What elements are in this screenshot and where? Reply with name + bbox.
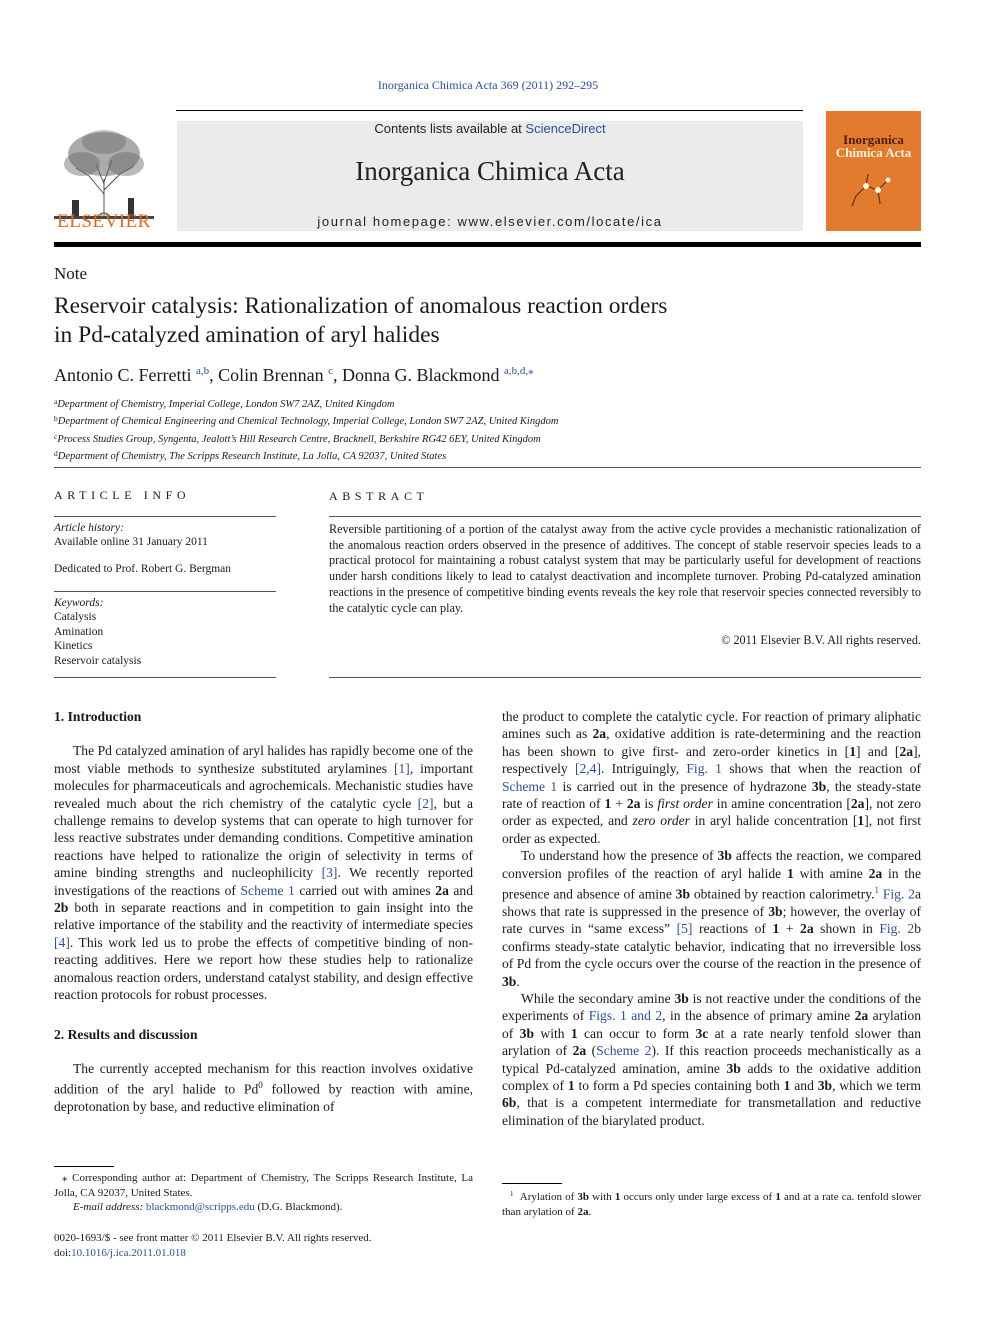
citation-link[interactable]: [1] — [393, 760, 410, 776]
body-column-right — [502, 708, 921, 1129]
doi-prefix: doi: — [54, 1246, 72, 1259]
body-paragraph: The currently accepted mechanism for this reaction involves oxidative addition of the aryl halide to Pd$^0$ followed by reaction with amine, deprotonation by base, and reductive elimination of — [54, 1060, 474, 1115]
corresponding-author-note — [54, 1171, 473, 1215]
citation-link[interactable]: [5] — [676, 921, 693, 937]
title-line-1: Reservoir catalysis: Rationalization of anomalous reaction orders — [54, 293, 668, 319]
author-affil-marker[interactable]: c — [328, 365, 334, 377]
abstract-rule — [329, 516, 921, 517]
author-list — [54, 364, 534, 386]
info-rule — [54, 516, 276, 517]
info-rule — [54, 591, 276, 592]
affiliation-key: b — [54, 414, 58, 424]
cover-title-line2: Chimica Acta — [835, 145, 912, 160]
affiliation-key: c — [54, 431, 58, 441]
email-line — [54, 1200, 473, 1215]
footnote-rule — [54, 1166, 114, 1167]
author-name: Donna G. Blackmond — [342, 365, 500, 385]
affiliation-text: Department of Chemistry, Imperial College, London SW7 2AZ, United Kingdom — [57, 399, 395, 410]
citation-link[interactable]: [2] — [417, 795, 434, 811]
masthead-bottom-rule — [54, 242, 921, 247]
contents-prefix: Contents lists available at — [374, 121, 526, 136]
doi-link[interactable]: 10.1016/j.ica.2011.01.018 — [71, 1246, 186, 1259]
title-line-2: in Pd-catalyzed amination of aryl halides — [54, 322, 440, 348]
affiliation-item — [54, 395, 558, 412]
article-title — [54, 292, 914, 350]
copyright-line: © 2011 Elsevier B.V. All rights reserved. — [721, 633, 921, 647]
author-name: Colin Brennan — [218, 365, 324, 385]
section-heading: 1. Introduction — [54, 709, 142, 724]
journal-homepage[interactable]: journal homepage: www.elsevier.com/locate/ica — [317, 214, 663, 229]
abstract-text: Reversible partitioning of a portion of the catalyst away from the active cycle provides a mechanistic rationalization of the anomalous reaction orders observed in the presence of additives. The concept of stable reservoir species leads to a practical protocol for maintaining a robust catalyst system that may be particularly useful for development of reactions under harsh conditions likely to lead to catalyst deactivation and incomplete turnover. Probing Pd-catalyzed amination reactions in the presence of competitive binding events reveals the key role that reservoir species connected reversibly to the catalytic cycle can play. — [329, 522, 921, 615]
body-paragraph: The Pd catalyzed amination of aryl halides has rapidly become one of the most viable methods to synthesize substituted arylamines [1], important molecules for pharmaceuticals and agrochemicals. Mechanistic studies have revealed much about the rich chemistry of the catalytic cycle [2], but a challenge remains to develop systems that can operate to high turnover for less reactive substrates under demanding conditions. Competitive amination reactions have helped to rationalize the origin of selectivity in terms of amine binding strengths and nucleophilicity [3]. We recently reported investigations of the reactions of Scheme 1 carried out with amines 2a and 2b both in separate reactions and in competition to gain insight into the relative importance of the stability and the reactivity of intermediate species [4]. This work led us to probe the effects of competitive binding of non-reacting additives. Here we report how these studies help to rationalize anomalous reaction orders, understand catalyst stability, and design effective reaction protocols for robust processes. — [54, 743, 474, 1003]
email-label: E-mail address: — [73, 1201, 144, 1213]
email-link[interactable]: blackmond@scripps.edu — [145, 1201, 255, 1213]
citation-link[interactable]: [3] — [321, 865, 338, 881]
journal-title: Inorganica Chimica Acta — [355, 156, 625, 186]
figure-link[interactable]: Fig. 2 — [882, 886, 915, 902]
citation-link[interactable]: [4] — [54, 934, 70, 950]
affiliation-item — [54, 412, 558, 429]
keywords-label: Keywords: — [54, 597, 104, 609]
body-paragraph: the product to complete the catalytic cycle. For reaction of primary aliphatic amines such as 2a, oxidative addition is rate-determining and the reaction has been shown to give first- and zero-order kinetics in [1] and [2a], respectively [2,4]. Intriguingly, Fig. 1 shows that when the reaction of Scheme 1 is carried out in the presence of hydrazone 3b, the steady-state rate of reaction of 1 + 2a is first order in amine concentration [2a], not zero order as expected, and zero order in aryl halide concentration [1], not first order as expected. — [502, 709, 922, 846]
abstract-heading: ABSTRACT — [329, 489, 429, 503]
cover-title-line1: Inorganica — [843, 132, 904, 147]
info-rule — [54, 677, 276, 678]
front-matter — [54, 1231, 494, 1260]
keyword-item: Kinetics — [54, 640, 93, 652]
article-type: Note — [54, 264, 88, 283]
figure-link[interactable]: Fig. 2 — [879, 921, 915, 937]
corresponding-author-text: ⁎ Corresponding author at: Department of Chemistry, The Scripps Research Institute, La Jolla, CA 92037, United States. — [54, 1172, 473, 1199]
section-heading: 2. Results and discussion — [54, 1026, 198, 1042]
affiliations — [54, 395, 558, 464]
body-column-left — [54, 708, 473, 1116]
footnote-number: 1 — [510, 1190, 514, 1198]
affiliation-item — [54, 447, 558, 464]
affiliation-item — [54, 430, 558, 447]
citation-link[interactable]: [2,4] — [574, 761, 601, 777]
article-info-heading: ARTICLE INFO — [54, 488, 191, 502]
affiliation-key: a — [54, 397, 58, 406]
scheme-link[interactable]: Scheme 1 — [240, 882, 295, 898]
cover-molecule-icon — [846, 166, 901, 211]
journal-cover-thumbnail[interactable] — [826, 111, 921, 231]
scheme-link[interactable]: Scheme 2 — [596, 1043, 652, 1059]
keyword-item: Reservoir catalysis — [54, 654, 142, 667]
author-separator: , — [333, 365, 343, 385]
affiliation-text: Department of Chemistry, The Scripps Research Institute, La Jolla, CA 92037, United States — [57, 450, 447, 462]
affiliation-key: d — [54, 448, 58, 458]
author-affil-marker[interactable]: a,b,d,⁎ — [504, 365, 534, 377]
affiliation-text: Process Studies Group, Syngenta, Jealott’s Hill Research Centre, Bracknell, Berkshire RG42 6EY, United Kingdom — [57, 433, 541, 445]
scheme-link[interactable]: Scheme 1 — [502, 778, 558, 794]
author-name: Antonio C. Ferretti — [54, 365, 192, 385]
contents-line — [177, 121, 803, 136]
header-divider — [54, 467, 921, 468]
abstract-rule — [329, 677, 921, 678]
keywords-list — [54, 610, 141, 668]
running-head[interactable]: Inorganica Chimica Acta 369 (2011) 292–295 — [377, 78, 599, 92]
keyword-item: Amination — [54, 625, 104, 638]
figure-link[interactable]: Fig. 1 — [686, 761, 722, 777]
elsevier-wordmark: ELSEVIER — [57, 211, 151, 232]
affiliation-text: Department of Chemical Engineering and Chemical Technology, Imperial College, London SW7 2AZ, United Kingdom — [57, 416, 559, 428]
author-affil-marker[interactable]: a,b — [196, 365, 210, 377]
masthead-top-rule — [176, 110, 803, 111]
sciencedirect-link[interactable]: ScienceDirect — [525, 121, 606, 136]
footnote-marker[interactable]: 1 — [874, 885, 880, 896]
body-paragraph: While the secondary amine 3b is not reactive under the conditions of the experiments of Figs. 1 and 2, in the absence of primary amine 2a arylation of 3b with 1 can occur to form 3c at a rate nearly tenfold slower than arylation of 2a (Scheme 2). If this reaction proceeds mechanistically as a typical Pd-catalyzed amination, amine 3b adds to the oxidative addition complex of 1 to form a Pd species containing both 1 and 3b, which we term 6b, that is a competent intermediate for transmetallation and reductive elimination of the biarylated product. — [502, 991, 922, 1128]
footnote-text: $^1$ Arylation of 3b with 1 occurs only under large excess of 1 and at a rate ca. tenfold slower than arylation of 2a. — [502, 1190, 922, 1218]
keyword-item: Catalysis — [54, 611, 97, 623]
author-separator: , — [209, 365, 219, 385]
dedication: Dedicated to Prof. Robert G. Bergman — [54, 563, 232, 575]
figure-link[interactable]: Figs. 1 and 2 — [588, 1008, 663, 1024]
history-value: Available online 31 January 2011 — [54, 536, 208, 548]
history-label: Article history: — [54, 522, 124, 534]
footnote-rule — [502, 1183, 562, 1184]
email-suffix: (D.G. Blackmond). — [257, 1201, 343, 1213]
front-matter-text: 0020-1693/$ - see front matter © 2011 Elsevier B.V. All rights reserved. — [54, 1232, 372, 1244]
footnote-1 — [502, 1187, 921, 1219]
doi-line — [54, 1246, 494, 1261]
body-paragraph: To understand how the presence of 3b affects the reaction, we compared conversion profiles of the reaction of aryl halide 1 with amine 2a in the presence and absence of amine 3b obtained by reaction calorimetry.$^1$ Fig. 2a shows that rate is suppressed in the presence of 3b; however, the overlay of rate curves in “same excess” [5] reactions of 1 + 2a shown in Fig. 2b confirms steady-state catalytic behavior, indicating that no irreversible loss of Pd from the cycle occurs over the course of the reaction in the presence of 3b. — [502, 848, 921, 989]
